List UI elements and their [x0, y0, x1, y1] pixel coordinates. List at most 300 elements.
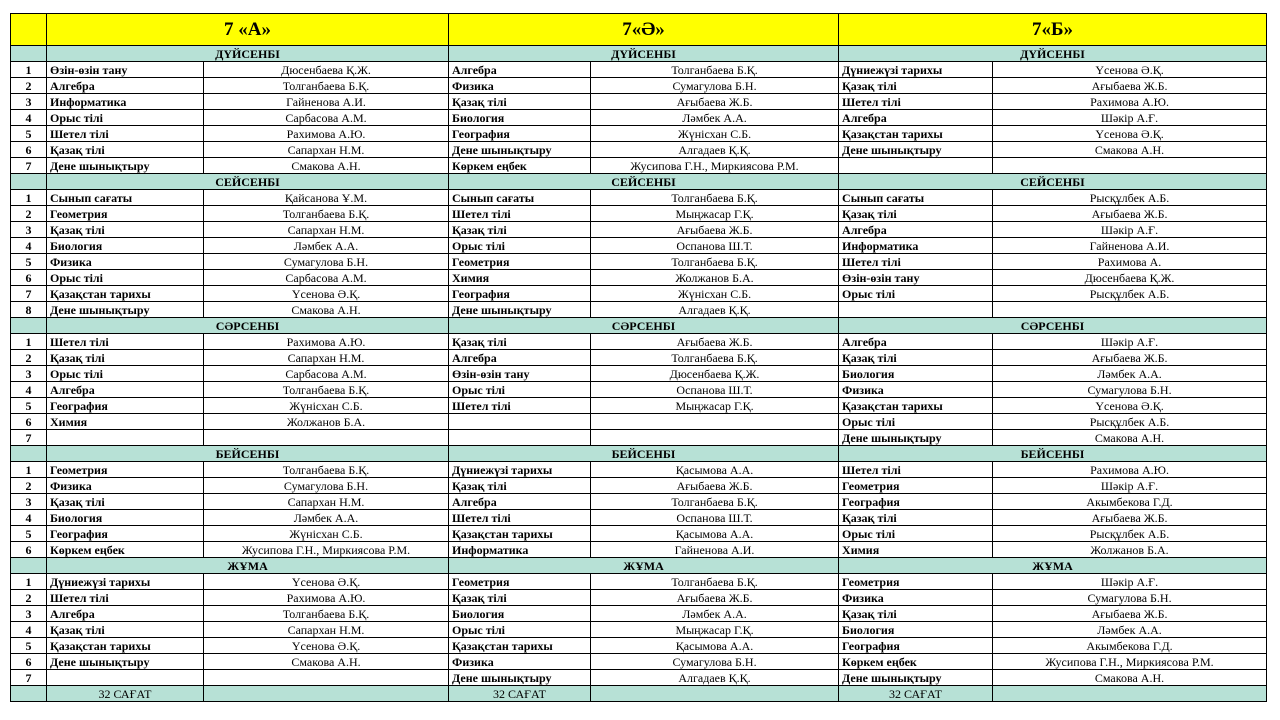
lesson-number: 2 — [11, 478, 47, 494]
teacher-cell: Толганбаева Б.Қ. — [591, 190, 839, 206]
lesson-row — [11, 638, 1267, 654]
lesson-number: 5 — [11, 254, 47, 270]
subject-cell: Қазақ тілі — [449, 94, 591, 110]
teacher-cell: Толганбаева Б.Қ. — [204, 462, 449, 478]
subject-cell: Қазақ тілі — [449, 222, 591, 238]
subject-cell: География — [839, 638, 993, 654]
total-hours-row — [11, 686, 1267, 702]
lesson-number: 3 — [11, 606, 47, 622]
subject-cell: География — [449, 286, 591, 302]
subject-cell: Қазақ тілі — [47, 350, 204, 366]
class-header-7a: 7 «А» — [47, 14, 449, 46]
subject-cell: Биология — [47, 510, 204, 526]
footer-empty-cell — [993, 686, 1267, 702]
teacher-cell: Рысқұлбек А.Б. — [993, 526, 1267, 542]
teacher-cell — [591, 430, 839, 446]
teacher-cell: Толганбаева Б.Қ. — [204, 606, 449, 622]
lesson-row — [11, 238, 1267, 254]
day-name: БЕЙСЕНБІ — [47, 446, 449, 462]
teacher-cell: Рысқұлбек А.Б. — [993, 286, 1267, 302]
teacher-cell: Жусипова Г.Н., Миркиясова Р.М. — [993, 654, 1267, 670]
footer-empty-cell — [204, 686, 449, 702]
lesson-number: 4 — [11, 238, 47, 254]
subject-cell: Көркем еңбек — [449, 158, 591, 174]
subject-cell: Биология — [839, 366, 993, 382]
teacher-cell: Жолжанов Б.А. — [591, 270, 839, 286]
subject-cell — [449, 414, 591, 430]
subject-cell: Қазақстан тарихы — [839, 126, 993, 142]
teacher-cell: Толганбаева Б.Қ. — [591, 62, 839, 78]
teacher-cell: Смакова А.Н. — [204, 158, 449, 174]
lesson-row — [11, 190, 1267, 206]
subject-cell: Дүниежүзі тарихы — [839, 62, 993, 78]
lesson-number: 1 — [11, 462, 47, 478]
lesson-row — [11, 430, 1267, 446]
teacher-cell: Ағыбаева Ж.Б. — [993, 78, 1267, 94]
subject-cell: Қазақ тілі — [47, 222, 204, 238]
subject-cell: Геометрия — [47, 206, 204, 222]
teacher-cell: Толганбаева Б.Қ. — [591, 494, 839, 510]
lesson-row — [11, 414, 1267, 430]
subject-cell: Алгебра — [449, 62, 591, 78]
subject-cell: Геометрия — [449, 254, 591, 270]
lesson-row — [11, 158, 1267, 174]
lesson-row — [11, 206, 1267, 222]
lesson-row — [11, 334, 1267, 350]
teacher-cell: Алгадаев Қ.Қ. — [591, 670, 839, 686]
day-header-row — [11, 558, 1267, 574]
teacher-cell: Жүнісхан С.Б. — [204, 398, 449, 414]
total-hours-cell: 32 САҒАТ — [47, 686, 204, 702]
teacher-cell: Гайненова А.И. — [204, 94, 449, 110]
subject-cell: Қазақ тілі — [47, 142, 204, 158]
teacher-cell: Қасымова А.А. — [591, 526, 839, 542]
subject-cell: Физика — [839, 590, 993, 606]
lesson-row — [11, 510, 1267, 526]
teacher-cell: Ағыбаева Ж.Б. — [993, 206, 1267, 222]
class-header-7ae: 7«Ә» — [449, 14, 839, 46]
teacher-cell: Үсенова Ә.Қ. — [993, 398, 1267, 414]
lesson-number: 6 — [11, 414, 47, 430]
teacher-cell: Толганбаева Б.Қ. — [591, 574, 839, 590]
lesson-number: 4 — [11, 382, 47, 398]
teacher-cell: Ләмбек А.А. — [204, 238, 449, 254]
lesson-number: 3 — [11, 494, 47, 510]
day-name: СЕЙСЕНБІ — [839, 174, 1267, 190]
teacher-cell — [204, 670, 449, 686]
teacher-cell: Рахимова А.Ю. — [204, 334, 449, 350]
lesson-row — [11, 126, 1267, 142]
lesson-number: 6 — [11, 542, 47, 558]
teacher-cell: Гайненова А.И. — [993, 238, 1267, 254]
day-header-row — [11, 174, 1267, 190]
subject-cell: География — [839, 494, 993, 510]
subject-cell: Дене шынықтыру — [839, 142, 993, 158]
subject-cell — [839, 302, 993, 318]
lesson-number: 1 — [11, 62, 47, 78]
subject-cell: Физика — [839, 382, 993, 398]
lesson-row — [11, 222, 1267, 238]
subject-cell: Алгебра — [47, 78, 204, 94]
subject-cell: Қазақ тілі — [47, 494, 204, 510]
teacher-cell: Толганбаева Б.Қ. — [204, 382, 449, 398]
teacher-cell: Жусипова Г.Н., Миркиясова Р.М. — [204, 542, 449, 558]
subject-cell: Алгебра — [839, 222, 993, 238]
subject-cell: Шетел тілі — [47, 334, 204, 350]
lesson-number: 6 — [11, 142, 47, 158]
teacher-cell: Дюсенбаева Қ.Ж. — [591, 366, 839, 382]
teacher-cell: Жүнісхан С.Б. — [591, 126, 839, 142]
day-header-blank — [11, 318, 47, 334]
lesson-row — [11, 494, 1267, 510]
teacher-cell: Рахимова А. — [993, 254, 1267, 270]
subject-cell: Орыс тілі — [839, 414, 993, 430]
lesson-row — [11, 110, 1267, 126]
lesson-number: 4 — [11, 510, 47, 526]
subject-cell: Дене шынықтыру — [47, 654, 204, 670]
lesson-number: 6 — [11, 654, 47, 670]
teacher-cell: Смакова А.Н. — [993, 430, 1267, 446]
lesson-number: 2 — [11, 78, 47, 94]
teacher-cell: Сапархан Н.М. — [204, 622, 449, 638]
class-header-row — [11, 14, 1267, 46]
subject-cell: Орыс тілі — [449, 238, 591, 254]
teacher-cell: Шәкір А.Ғ. — [993, 574, 1267, 590]
lesson-number: 5 — [11, 398, 47, 414]
subject-cell: Қазақ тілі — [839, 606, 993, 622]
subject-cell — [47, 670, 204, 686]
subject-cell: Өзін-өзін тану — [449, 366, 591, 382]
subject-cell: Химия — [839, 542, 993, 558]
subject-cell: Алгебра — [449, 350, 591, 366]
teacher-cell: Ләмбек А.А. — [993, 622, 1267, 638]
footer-blank — [11, 686, 47, 702]
teacher-cell: Жүнісхан С.Б. — [591, 286, 839, 302]
teacher-cell: Ләмбек А.А. — [204, 510, 449, 526]
subject-cell: Шетел тілі — [839, 254, 993, 270]
subject-cell — [47, 430, 204, 446]
teacher-cell: Шәкір А.Ғ. — [993, 478, 1267, 494]
subject-cell: Өзін-өзін тану — [839, 270, 993, 286]
teacher-cell: Сарбасова А.М. — [204, 270, 449, 286]
teacher-cell: Рахимова А.Ю. — [204, 126, 449, 142]
teacher-cell: Үсенова Ә.Қ. — [993, 62, 1267, 78]
teacher-cell: Жолжанов Б.А. — [204, 414, 449, 430]
teacher-cell: Смакова А.Н. — [204, 654, 449, 670]
subject-cell: География — [47, 526, 204, 542]
day-name: СЕЙСЕНБІ — [449, 174, 839, 190]
teacher-cell: Сапархан Н.М. — [204, 142, 449, 158]
subject-cell: Физика — [449, 78, 591, 94]
day-name: СЕЙСЕНБІ — [47, 174, 449, 190]
teacher-cell: Рысқұлбек А.Б. — [993, 190, 1267, 206]
subject-cell: Сынып сағаты — [449, 190, 591, 206]
teacher-cell: Сапархан Н.М. — [204, 350, 449, 366]
day-header-row — [11, 318, 1267, 334]
lesson-number: 3 — [11, 222, 47, 238]
teacher-cell: Жүнісхан С.Б. — [204, 526, 449, 542]
teacher-cell: Жолжанов Б.А. — [993, 542, 1267, 558]
lesson-row — [11, 670, 1267, 686]
subject-cell: Дүниежүзі тарихы — [449, 462, 591, 478]
subject-cell: Геометрия — [449, 574, 591, 590]
subject-cell: Дене шынықтыру — [47, 302, 204, 318]
subject-cell: Шетел тілі — [449, 206, 591, 222]
day-header-blank — [11, 558, 47, 574]
lesson-row — [11, 78, 1267, 94]
subject-cell: Қазақстан тарихы — [839, 398, 993, 414]
subject-cell: Көркем еңбек — [47, 542, 204, 558]
teacher-cell: Шәкір А.Ғ. — [993, 334, 1267, 350]
subject-cell: Дене шынықтыру — [449, 302, 591, 318]
teacher-cell: Ләмбек А.А. — [591, 606, 839, 622]
subject-cell: Дене шынықтыру — [839, 670, 993, 686]
subject-cell: Дене шынықтыру — [449, 142, 591, 158]
subject-cell — [449, 430, 591, 446]
subject-cell: Химия — [449, 270, 591, 286]
teacher-cell: Ағыбаева Ж.Б. — [591, 94, 839, 110]
subject-cell: Физика — [47, 478, 204, 494]
subject-cell: География — [47, 398, 204, 414]
lesson-row — [11, 286, 1267, 302]
day-name: ДҮЙСЕНБІ — [47, 46, 449, 62]
subject-cell: Шетел тілі — [839, 462, 993, 478]
subject-cell: Өзін-өзін тану — [47, 62, 204, 78]
lesson-row — [11, 590, 1267, 606]
teacher-cell — [993, 302, 1267, 318]
lesson-row — [11, 382, 1267, 398]
teacher-cell: Жусипова Г.Н., Миркиясова Р.М. — [591, 158, 839, 174]
lesson-row — [11, 526, 1267, 542]
teacher-cell: Рахимова А.Ю. — [204, 590, 449, 606]
teacher-cell: Ағыбаева Ж.Б. — [591, 590, 839, 606]
teacher-cell: Дюсенбаева Қ.Ж. — [993, 270, 1267, 286]
day-name: ДҮЙСЕНБІ — [449, 46, 839, 62]
subject-cell: Көркем еңбек — [839, 654, 993, 670]
lesson-row — [11, 270, 1267, 286]
lesson-number: 2 — [11, 350, 47, 366]
day-name: СӘРСЕНБІ — [47, 318, 449, 334]
subject-cell: Орыс тілі — [449, 382, 591, 398]
teacher-cell: Сарбасова А.М. — [204, 110, 449, 126]
subject-cell: Орыс тілі — [47, 366, 204, 382]
teacher-cell: Оспанова Ш.Т. — [591, 238, 839, 254]
subject-cell: Дене шынықтыру — [839, 430, 993, 446]
subject-cell: Орыс тілі — [839, 286, 993, 302]
subject-cell: Геометрия — [47, 462, 204, 478]
subject-cell: Алгебра — [449, 494, 591, 510]
teacher-cell: Үсенова Ә.Қ. — [204, 286, 449, 302]
subject-cell: Информатика — [47, 94, 204, 110]
subject-cell: Қазақ тілі — [839, 350, 993, 366]
day-name: БЕЙСЕНБІ — [449, 446, 839, 462]
teacher-cell: Толганбаева Б.Қ. — [204, 78, 449, 94]
teacher-cell: Толганбаева Б.Қ. — [591, 254, 839, 270]
subject-cell: Алгебра — [47, 606, 204, 622]
teacher-cell: Гайненова А.И. — [591, 542, 839, 558]
day-name: ДҮЙСЕНБІ — [839, 46, 1267, 62]
day-header-row — [11, 446, 1267, 462]
day-header-blank — [11, 46, 47, 62]
teacher-cell: Ләмбек А.А. — [993, 366, 1267, 382]
lesson-number: 5 — [11, 526, 47, 542]
subject-cell: Дүниежүзі тарихы — [47, 574, 204, 590]
lesson-row — [11, 254, 1267, 270]
lesson-number: 7 — [11, 670, 47, 686]
lesson-number: 2 — [11, 206, 47, 222]
subject-cell: Қазақ тілі — [449, 478, 591, 494]
subject-cell: Орыс тілі — [839, 526, 993, 542]
teacher-cell: Акымбекова Г.Д. — [993, 638, 1267, 654]
subject-cell: География — [449, 126, 591, 142]
subject-cell: Информатика — [449, 542, 591, 558]
subject-cell: Шетел тілі — [47, 590, 204, 606]
subject-cell: Информатика — [839, 238, 993, 254]
teacher-cell: Қасымова А.А. — [591, 462, 839, 478]
subject-cell: Орыс тілі — [47, 110, 204, 126]
lesson-number: 6 — [11, 270, 47, 286]
day-name: ЖҰМА — [839, 558, 1267, 574]
teacher-cell: Ағыбаева Ж.Б. — [591, 478, 839, 494]
total-hours-cell: 32 САҒАТ — [839, 686, 993, 702]
total-hours-cell: 32 САҒАТ — [449, 686, 591, 702]
subject-cell: Қазақстан тарихы — [47, 286, 204, 302]
teacher-cell: Толганбаева Б.Қ. — [204, 206, 449, 222]
lesson-row — [11, 622, 1267, 638]
lesson-number: 1 — [11, 574, 47, 590]
lesson-row — [11, 606, 1267, 622]
lesson-number: 7 — [11, 430, 47, 446]
lesson-number: 5 — [11, 638, 47, 654]
teacher-cell: Толганбаева Б.Қ. — [591, 350, 839, 366]
subject-cell: Сынып сағаты — [839, 190, 993, 206]
subject-cell: Қазақ тілі — [449, 590, 591, 606]
schedule-table — [10, 13, 1267, 702]
subject-cell: Физика — [47, 254, 204, 270]
teacher-cell: Үсенова Ә.Қ. — [204, 574, 449, 590]
teacher-cell: Ағыбаева Ж.Б. — [993, 606, 1267, 622]
subject-cell: Қазақстан тарихы — [449, 526, 591, 542]
teacher-cell: Сумагулова Б.Н. — [591, 78, 839, 94]
teacher-cell: Сумагулова Б.Н. — [591, 654, 839, 670]
lesson-row — [11, 398, 1267, 414]
teacher-cell: Ағыбаева Ж.Б. — [993, 350, 1267, 366]
lesson-number: 1 — [11, 190, 47, 206]
teacher-cell: Оспанова Ш.Т. — [591, 382, 839, 398]
lesson-number: 1 — [11, 334, 47, 350]
header-corner — [11, 14, 47, 46]
lesson-number: 8 — [11, 302, 47, 318]
day-name: ЖҰМА — [47, 558, 449, 574]
subject-cell: Қазақ тілі — [839, 206, 993, 222]
subject-cell: Геометрия — [839, 478, 993, 494]
subject-cell: Алгебра — [47, 382, 204, 398]
lesson-number: 7 — [11, 286, 47, 302]
subject-cell: Дене шынықтыру — [47, 158, 204, 174]
teacher-cell: Ләмбек А.А. — [591, 110, 839, 126]
teacher-cell: Оспанова Ш.Т. — [591, 510, 839, 526]
subject-cell: Биология — [449, 606, 591, 622]
teacher-cell: Сапархан Н.М. — [204, 222, 449, 238]
teacher-cell: Шәкір А.Ғ. — [993, 110, 1267, 126]
teacher-cell: Мыңжасар Г.Қ. — [591, 622, 839, 638]
teacher-cell — [591, 414, 839, 430]
teacher-cell: Сумагулова Б.Н. — [204, 254, 449, 270]
lesson-row — [11, 654, 1267, 670]
teacher-cell: Акымбекова Г.Д. — [993, 494, 1267, 510]
teacher-cell: Ағыбаева Ж.Б. — [591, 222, 839, 238]
subject-cell: Қазақстан тарихы — [449, 638, 591, 654]
subject-cell: Шетел тілі — [449, 398, 591, 414]
lesson-row — [11, 94, 1267, 110]
subject-cell: Алгебра — [839, 334, 993, 350]
lesson-number: 3 — [11, 366, 47, 382]
subject-cell: Орыс тілі — [449, 622, 591, 638]
teacher-cell: Үсенова Ә.Қ. — [993, 126, 1267, 142]
teacher-cell: Смакова А.Н. — [204, 302, 449, 318]
lesson-row — [11, 366, 1267, 382]
lesson-row — [11, 542, 1267, 558]
teacher-cell: Ағыбаева Ж.Б. — [591, 334, 839, 350]
teacher-cell: Сумагулова Б.Н. — [993, 382, 1267, 398]
teacher-cell: Рысқұлбек А.Б. — [993, 414, 1267, 430]
day-header-blank — [11, 174, 47, 190]
teacher-cell: Сумагулова Б.Н. — [204, 478, 449, 494]
day-name: ЖҰМА — [449, 558, 839, 574]
subject-cell: Қазақ тілі — [839, 78, 993, 94]
lesson-row — [11, 350, 1267, 366]
schedule-body — [11, 14, 1267, 702]
teacher-cell: Смакова А.Н. — [993, 670, 1267, 686]
subject-cell: Химия — [47, 414, 204, 430]
subject-cell: Қазақ тілі — [47, 622, 204, 638]
teacher-cell: Мыңжасар Г.Қ. — [591, 398, 839, 414]
subject-cell: Қазақ тілі — [839, 510, 993, 526]
subject-cell — [839, 158, 993, 174]
teacher-cell: Алгадаев Қ.Қ. — [591, 302, 839, 318]
teacher-cell — [204, 430, 449, 446]
day-header-blank — [11, 446, 47, 462]
footer-empty-cell — [591, 686, 839, 702]
subject-cell: Геометрия — [839, 574, 993, 590]
teacher-cell: Шәкір А.Ғ. — [993, 222, 1267, 238]
lesson-row — [11, 574, 1267, 590]
teacher-cell: Сумагулова Б.Н. — [993, 590, 1267, 606]
day-name: БЕЙСЕНБІ — [839, 446, 1267, 462]
teacher-cell: Алгадаев Қ.Қ. — [591, 142, 839, 158]
subject-cell: Қазақстан тарихы — [47, 638, 204, 654]
teacher-cell: Үсенова Ә.Қ. — [204, 638, 449, 654]
lesson-row — [11, 302, 1267, 318]
teacher-cell — [993, 158, 1267, 174]
subject-cell: Дене шынықтыру — [449, 670, 591, 686]
subject-cell: Қазақ тілі — [449, 334, 591, 350]
subject-cell: Физика — [449, 654, 591, 670]
teacher-cell: Қайсанова Ұ.М. — [204, 190, 449, 206]
class-header-7b: 7«Б» — [839, 14, 1267, 46]
teacher-cell: Рахимова А.Ю. — [993, 94, 1267, 110]
teacher-cell: Ағыбаева Ж.Б. — [993, 510, 1267, 526]
teacher-cell: Рахимова А.Ю. — [993, 462, 1267, 478]
day-name: СӘРСЕНБІ — [839, 318, 1267, 334]
lesson-number: 3 — [11, 94, 47, 110]
lesson-number: 2 — [11, 590, 47, 606]
lesson-number: 7 — [11, 158, 47, 174]
subject-cell: Алгебра — [839, 110, 993, 126]
subject-cell: Шетел тілі — [47, 126, 204, 142]
teacher-cell: Сарбасова А.М. — [204, 366, 449, 382]
day-header-row — [11, 46, 1267, 62]
